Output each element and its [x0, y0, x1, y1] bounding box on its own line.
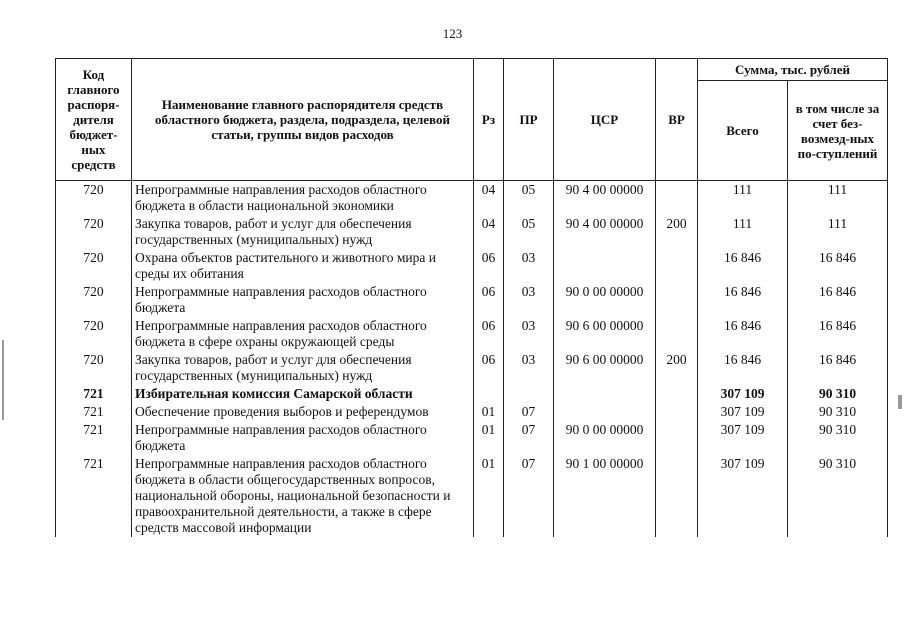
row-rz: 04 — [474, 181, 504, 216]
row-pr: 07 — [504, 403, 554, 421]
row-pr: 07 — [504, 455, 554, 537]
row-csr: 90 6 00 00000 — [554, 351, 656, 385]
row-code: 720 — [56, 351, 132, 385]
row-csr: 90 4 00 00000 — [554, 215, 656, 249]
row-pr: 07 — [504, 421, 554, 455]
row-code: 721 — [56, 421, 132, 455]
row-csr — [554, 249, 656, 283]
table-header — [56, 59, 888, 181]
table-row — [56, 385, 888, 403]
row-name: Непрограммные направления расходов областного бюджета в области национальной экономики — [132, 181, 474, 216]
row-vr: 200 — [656, 215, 698, 249]
row-name: Закупка товаров, работ и услуг для обеспечения государственных (муниципальных) нужд — [132, 351, 474, 385]
row-pr: 05 — [504, 181, 554, 216]
row-vr — [656, 421, 698, 455]
table-row — [56, 283, 888, 317]
row-name: Непрограммные направления расходов областного бюджета в сфере охраны окружающей среды — [132, 317, 474, 351]
row-pr: 03 — [504, 317, 554, 351]
row-gratuitous: 111 — [788, 181, 888, 216]
row-total: 307 109 — [698, 455, 788, 537]
row-rz: 01 — [474, 403, 504, 421]
row-total: 111 — [698, 181, 788, 216]
header-total: Всего — [698, 81, 788, 181]
row-vr — [656, 455, 698, 537]
header-vr: ВР — [656, 59, 698, 181]
row-total: 16 846 — [698, 283, 788, 317]
row-total: 307 109 — [698, 385, 788, 403]
row-code: 720 — [56, 181, 132, 216]
row-vr — [656, 181, 698, 216]
row-gratuitous: 90 310 — [788, 385, 888, 403]
row-gratuitous: 90 310 — [788, 455, 888, 537]
row-csr — [554, 403, 656, 421]
table-row — [56, 455, 888, 537]
row-name: Охрана объектов растительного и животного мира и среды их обитания — [132, 249, 474, 283]
row-rz — [474, 385, 504, 403]
row-name: Непрограммные направления расходов областного бюджета в области общегосударственных вопросов, национальной обороны, национальной безопасности и правоохранительной деятельности, а также в сфере средств массовой информации — [132, 455, 474, 537]
table-row — [56, 421, 888, 455]
header-code: Код главного распоря-дителя бюджет-ных средств — [56, 59, 132, 181]
table-row — [56, 249, 888, 283]
row-rz: 04 — [474, 215, 504, 249]
row-name: Избирательная комиссия Самарской области — [132, 385, 474, 403]
row-name: Закупка товаров, работ и услуг для обеспечения государственных (муниципальных) нужд — [132, 215, 474, 249]
row-csr — [554, 385, 656, 403]
row-name: Непрограммные направления расходов областного бюджета — [132, 283, 474, 317]
header-csr: ЦСР — [554, 59, 656, 181]
header-name: Наименование главного распорядителя средств областного бюджета, раздела, подраздела, целевой статьи, группы видов расходов — [132, 59, 474, 181]
row-pr: 03 — [504, 249, 554, 283]
table-row — [56, 181, 888, 216]
row-csr: 90 0 00 00000 — [554, 421, 656, 455]
header-rz: Рз — [474, 59, 504, 181]
page-number: 123 — [442, 26, 463, 41]
row-total: 307 109 — [698, 403, 788, 421]
scan-artifact — [2, 340, 4, 420]
row-gratuitous: 16 846 — [788, 283, 888, 317]
row-rz: 06 — [474, 317, 504, 351]
row-total: 16 846 — [698, 249, 788, 283]
row-gratuitous: 90 310 — [788, 403, 888, 421]
row-gratuitous: 16 846 — [788, 249, 888, 283]
table-body — [56, 181, 888, 538]
budget-table — [55, 58, 888, 537]
row-code: 721 — [56, 385, 132, 403]
row-name: Непрограммные направления расходов областного бюджета — [132, 421, 474, 455]
row-total: 307 109 — [698, 421, 788, 455]
row-code: 720 — [56, 215, 132, 249]
row-code: 721 — [56, 403, 132, 421]
row-vr — [656, 403, 698, 421]
row-gratuitous: 111 — [788, 215, 888, 249]
row-code: 720 — [56, 283, 132, 317]
row-code: 720 — [56, 317, 132, 351]
row-total: 16 846 — [698, 351, 788, 385]
row-rz: 01 — [474, 455, 504, 537]
row-vr — [656, 385, 698, 403]
table-row — [56, 317, 888, 351]
row-csr: 90 0 00 00000 — [554, 283, 656, 317]
row-gratuitous: 90 310 — [788, 421, 888, 455]
row-vr: 200 — [656, 351, 698, 385]
row-rz: 01 — [474, 421, 504, 455]
row-rz: 06 — [474, 351, 504, 385]
header-gratuitous: в том числе за счет без-возмезд-ных по-ступлений — [788, 81, 888, 181]
row-pr — [504, 385, 554, 403]
row-total: 16 846 — [698, 317, 788, 351]
scan-artifact — [898, 395, 902, 409]
row-csr: 90 1 00 00000 — [554, 455, 656, 537]
row-rz: 06 — [474, 249, 504, 283]
row-vr — [656, 283, 698, 317]
header-sum: Сумма, тыс. рублей — [698, 59, 888, 81]
row-name: Обеспечение проведения выборов и референдумов — [132, 403, 474, 421]
row-gratuitous: 16 846 — [788, 351, 888, 385]
row-pr: 03 — [504, 351, 554, 385]
row-code: 720 — [56, 249, 132, 283]
row-csr: 90 6 00 00000 — [554, 317, 656, 351]
row-total: 111 — [698, 215, 788, 249]
row-pr: 05 — [504, 215, 554, 249]
row-pr: 03 — [504, 283, 554, 317]
table-row — [56, 215, 888, 249]
table-row — [56, 351, 888, 385]
header-pr: ПР — [504, 59, 554, 181]
row-rz: 06 — [474, 283, 504, 317]
row-gratuitous: 16 846 — [788, 317, 888, 351]
table-row — [56, 403, 888, 421]
row-vr — [656, 249, 698, 283]
row-vr — [656, 317, 698, 351]
row-code: 721 — [56, 455, 132, 537]
row-csr: 90 4 00 00000 — [554, 181, 656, 216]
